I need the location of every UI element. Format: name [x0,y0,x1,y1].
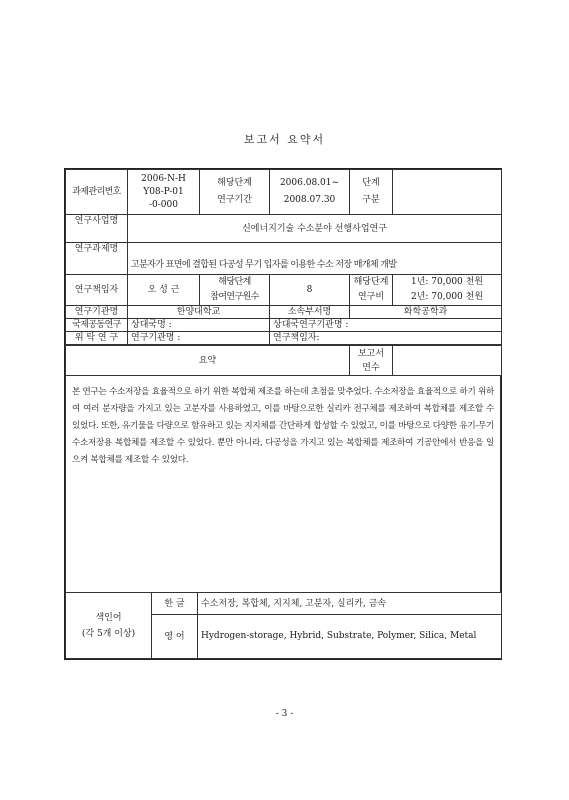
pi-label: 연구책임자 [66,275,128,306]
researchers-label-line2: 참여연구원수 [210,292,259,302]
mgmt-row [66,170,502,215]
intl-label: 국제공동연구 [66,319,128,332]
summary-text: 본 연구는 수소저장을 효율적으로 하기 위한 복합체 제조를 하는데 초점을 맞추었다. 수소저장을 효율적으로 하기 위하여 여러 분자량을 가지고 있는 고분자를 사용하였고, 이를 바탕으로한 실리카 전구체를 제조하여 복합체를 제조할 수 있었다. 또한, 유기물을 다량으로 함유하고 있는 지지체를 간단하게 합성할 수 있었고, 이를 바탕으로 다양한 유기-무기 수소저장용 복합체를 제조할 수 있었다. 뿐만 아니라, 다공성을 가지고 있는 복합체를 제조하여 기공안에서 반응을 일으켜 복합체를 제조할 수 있었다. [65,376,501,592]
program-row [66,215,502,243]
period-value [270,170,350,215]
keywords-label-line2: (각 5개 이상) [81,628,136,639]
researchers-value: 8 [270,275,350,306]
program-label: 연구사업명 [66,215,128,243]
phase-label-line1: 단계 [362,178,380,188]
phase-value [393,170,502,215]
pi-value: 오 성 근 [128,275,200,306]
intl-row [66,319,502,332]
pages-value [393,346,502,376]
intl-country: 상대국명 : [128,319,270,332]
mgmt-no-label: 과제관리번호 [66,170,128,215]
mgmt-no-line3: -0-000 [149,199,178,210]
keywords-label-line1: 색인어 [95,612,122,623]
keywords-korean-row [66,593,502,615]
budget-label-line2: 연구비 [357,292,385,302]
page-number: - 3 - [275,709,294,719]
department-value: 화학공학과 [350,306,502,319]
summary-header-table [65,345,502,376]
task-row [66,243,502,275]
stage-period-label [200,170,270,215]
consign-label: 위 탁 연 구 [66,332,128,345]
report-summary-form [64,168,502,660]
pages-label-line2: 면수 [362,362,380,373]
project-info-table [65,169,502,345]
researchers-label [200,275,270,306]
summary-header-label: 요약 [66,346,350,376]
task-label: 연구과제명 [66,243,128,275]
program-value: 신에너지기술 수소분야 선행사업연구 [128,215,502,243]
keywords-english-value: Hydrogen-storage, Hybrid, Substrate, Polymer, Silica, Metal [198,615,502,659]
department-label: 소속부서명 [270,306,350,319]
budget-label-line1: 해당단계 [353,277,389,287]
keywords-table [65,592,502,659]
mgmt-no-line2: Y08-P-01 [143,186,184,197]
consign-institution: 연구기관명 : [128,332,270,345]
phase-label [350,170,393,215]
stage-label: 해당단계 [217,178,252,188]
keywords-english-label: 영 어 [152,615,198,659]
budget-year2: 2년: 70,000 천원 [410,292,484,302]
consign-pi: 연구책임자: [270,332,502,345]
consign-row [66,332,502,345]
pages-label [350,346,393,376]
institution-label: 연구기관명 [66,306,128,319]
period-line2: 2008.07.30 [283,195,336,205]
budget-value [393,275,502,306]
pi-row [66,275,502,306]
pages-label-line1: 보고서 [357,348,385,359]
keywords-korean-label: 한 글 [152,593,198,615]
keywords-korean-value: 수소저장, 복합체, 지지체, 고분자, 실리카, 금속 [198,593,502,615]
keywords-label [66,593,152,659]
mgmt-no-line1: 2006-N-H [141,173,186,184]
institution-row [66,306,502,319]
phase-label-line2: 구분 [362,195,380,205]
budget-year1: 1년: 70,000 천원 [410,277,484,287]
mgmt-no-value [128,170,200,215]
page-title: 보고서 요약서 [243,133,326,146]
intl-institution: 상대국연구기관명 : [270,319,502,332]
researchers-label-line1: 해당단계 [218,277,251,287]
budget-label [350,275,393,306]
period-label: 연구기간 [217,195,252,205]
summary-header-row [66,346,502,376]
task-value: 고분자가 표면에 결합된 다공성 무기 입자를 이용한 수소 저장 매개체 개발 [128,243,502,275]
institution-value: 한양대학교 [128,306,270,319]
period-line1: 2006.08.01~ [279,178,340,188]
